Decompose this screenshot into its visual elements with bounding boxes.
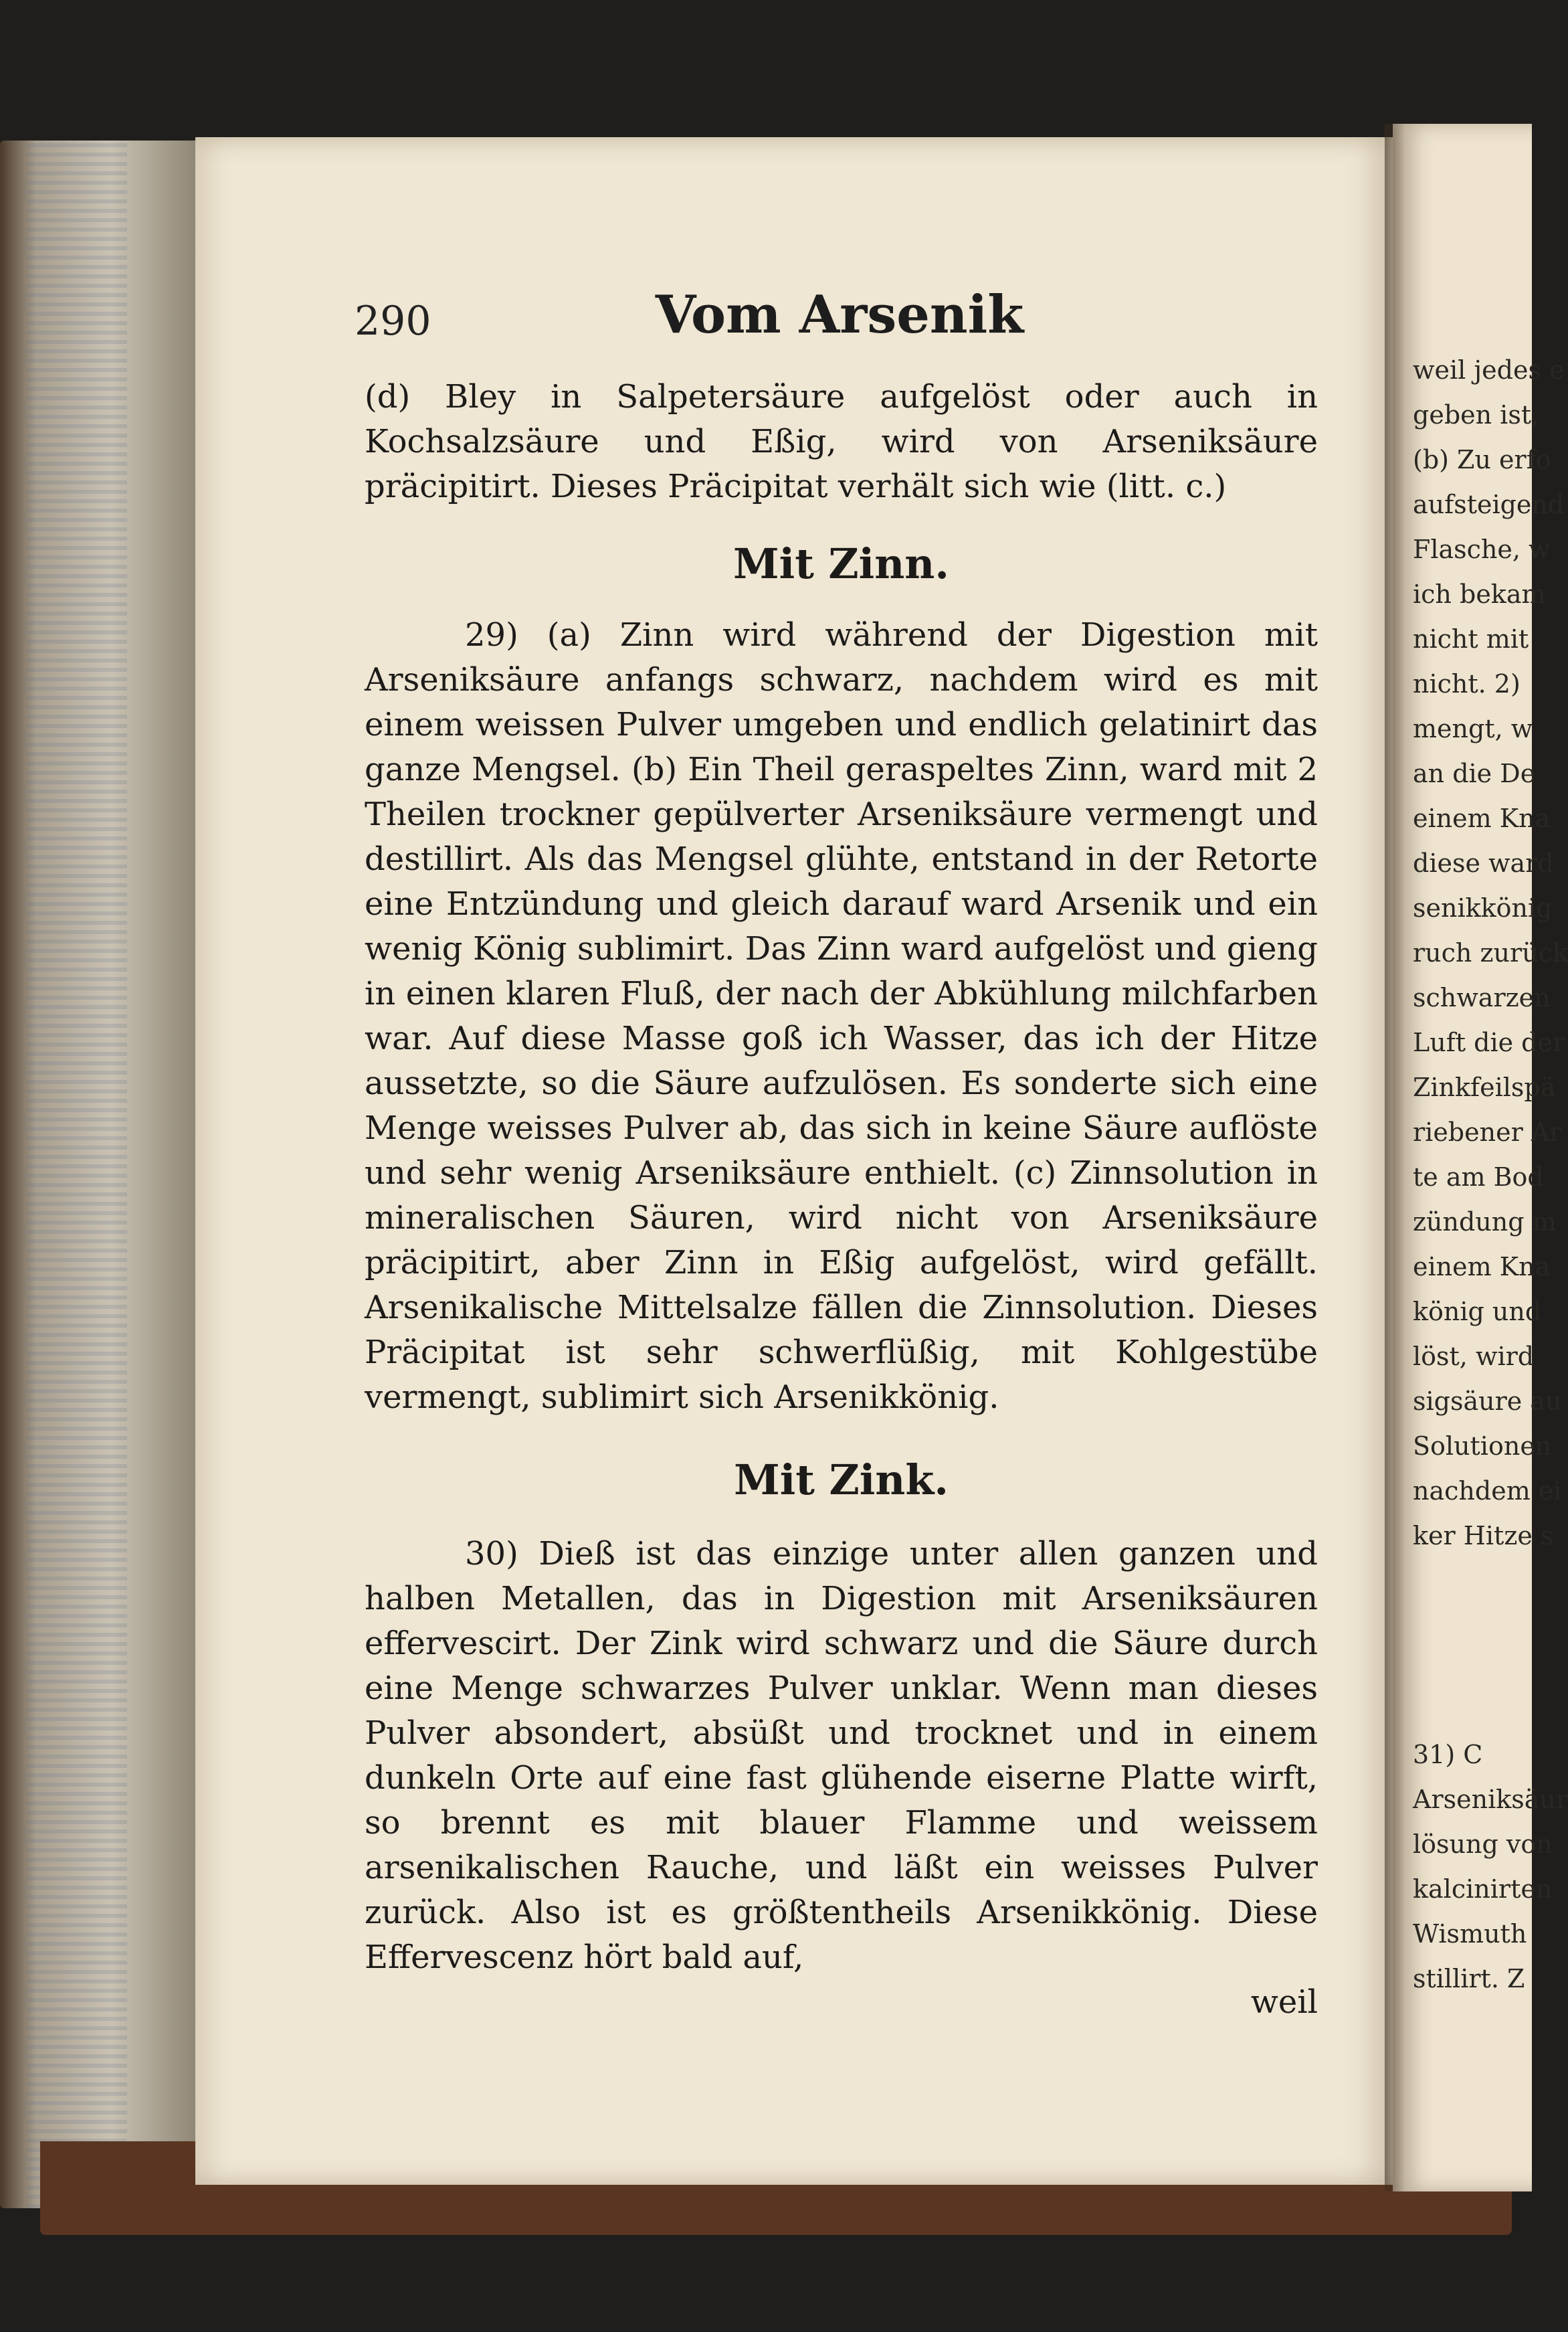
next-page-gap bbox=[1413, 1558, 1540, 1732]
next-page-sliver bbox=[1393, 124, 1568, 2191]
next-page-line: nicht mit bbox=[1413, 624, 1529, 654]
next-page-line: riebener Ar bbox=[1413, 1117, 1562, 1147]
next-page-line: ruch zurück bbox=[1413, 938, 1568, 968]
section-heading-zinn: Mit Zinn. bbox=[733, 539, 949, 588]
section-heading-zink: Mit Zink. bbox=[734, 1455, 949, 1504]
next-page-line: schwarzen bbox=[1413, 983, 1551, 1012]
next-page-line: zündung m bbox=[1413, 1207, 1557, 1237]
next-page-line: (b) Zu erfo bbox=[1413, 445, 1551, 474]
page-body bbox=[365, 375, 1318, 2025]
next-page-line: diese ward bbox=[1413, 848, 1554, 878]
next-page-line: einem Kna bbox=[1413, 804, 1551, 833]
next-page-line: einem Kna bbox=[1413, 1252, 1551, 1281]
next-page-line: stillirt. Z bbox=[1413, 1964, 1525, 1993]
next-page-line: an die De bbox=[1413, 759, 1536, 788]
next-page-line: weil jedes e bbox=[1413, 355, 1565, 385]
next-page-line: Luft die der bbox=[1413, 1028, 1565, 1057]
next-page-line: Flasche, w bbox=[1413, 535, 1551, 564]
next-page-line: könig und bbox=[1413, 1297, 1542, 1326]
page-number: 290 bbox=[355, 298, 431, 345]
next-page-line: Solutionen bbox=[1413, 1431, 1552, 1461]
next-page-line: löst, wird bbox=[1413, 1342, 1535, 1371]
next-page-line: sigsäure au bbox=[1413, 1386, 1562, 1416]
next-page-line: senikkönig bbox=[1413, 893, 1553, 923]
catchword: weil bbox=[1250, 1983, 1318, 2021]
spine-shadow bbox=[1385, 124, 1405, 2191]
next-page-line: Arseniksäur bbox=[1413, 1785, 1568, 1814]
page-header bbox=[355, 284, 1325, 358]
next-page-line: kalcinirten bbox=[1413, 1874, 1553, 1904]
next-page-line: Wismuth bbox=[1413, 1919, 1527, 1949]
paragraph-d: (d) Bley in Salpetersäure aufgelöst oder auch in Kochsalzsäure und Eßig, wird von Arseniksäure präcipitirt. Dieses Präcipitat verhält sich wie (litt. c.) bbox=[365, 378, 1318, 505]
next-page-line: ich bekam bbox=[1413, 579, 1546, 609]
next-page-line: te am Bod bbox=[1413, 1162, 1544, 1192]
paragraph-29: 29) (a) Zinn wird während der Digestion mit Arseniksäure anfangs schwarz, nachdem wird es mit einem weissen Pulver umgeben und endlich gelatinirt das ganze Mengsel. (b) Ein Theil geraspeltes Zinn, ward mit 2 Theilen trockner gepülverter Arseniksäure vermengt und destillirt. Als das Mengsel glühte, entstand in der Retorte eine Entzündung und gleich darauf ward Arsenik und ein wenig König sublimirt. Das Zinn ward aufgelöst und gieng in einen klaren Fluß, der nach der Abkühlung milchfarben war. Auf diese Masse goß ich Wasser, das ich der Hitze aussetzte, so die Säure aufzulösen. Es sonderte sich eine Menge weisses Pulver ab, das sich in keine Säure auflöste und sehr wenig Arseniksäure enthielt. (c) Zinnsolution in mineralischen Säuren, wird nicht von Arseniksäure präcipitirt, aber Zinn in Eßig aufgelöst, wird gefällt. Arsenikalische Mittelsalze fällen die Zinnsolution. Dieses Präcipitat ist sehr schwerflüßig, mit Kohlgestübe vermengt, sublimirt sich Arsenikkönig. bbox=[365, 616, 1318, 1416]
next-page-text bbox=[1413, 348, 1568, 2001]
next-page-line: lösung von bbox=[1413, 1829, 1553, 1859]
next-page-line: nicht. 2) bbox=[1413, 669, 1521, 699]
running-title: Vom Arsenik bbox=[655, 284, 1024, 345]
next-page-line: 31) C bbox=[1413, 1740, 1483, 1769]
next-page-line: mengt, w bbox=[1413, 714, 1533, 743]
next-page-line: nachdem ei bbox=[1413, 1476, 1562, 1506]
paragraph-30: 30) Dieß ist das einzige unter allen ganzen und halben Metallen, das in Digestion mit Arseniksäuren effervescirt. Der Zink wird schwarz und die Säure durch eine Menge schwarzes Pulver unklar. Wenn man dieses Pulver absondert, absüßt und trocknet und in einem dunkeln Orte auf eine fast glühende eiserne Platte wirft, so brennt es mit blauer Flamme und weissem arsenikalischen Rauche, und läßt ein weisses Pulver zurück. Also ist es größtentheils Arsenikkönig. Diese Effervescenz hört bald auf, bbox=[365, 1535, 1318, 1976]
next-page-line: geben ist, bbox=[1413, 400, 1540, 430]
next-page-line: aufsteigend bbox=[1413, 490, 1565, 519]
book-page-edges bbox=[0, 141, 201, 2208]
next-page-line: Zinkfeilspä bbox=[1413, 1073, 1556, 1102]
next-page-line: ker Hitze s bbox=[1413, 1521, 1554, 1550]
